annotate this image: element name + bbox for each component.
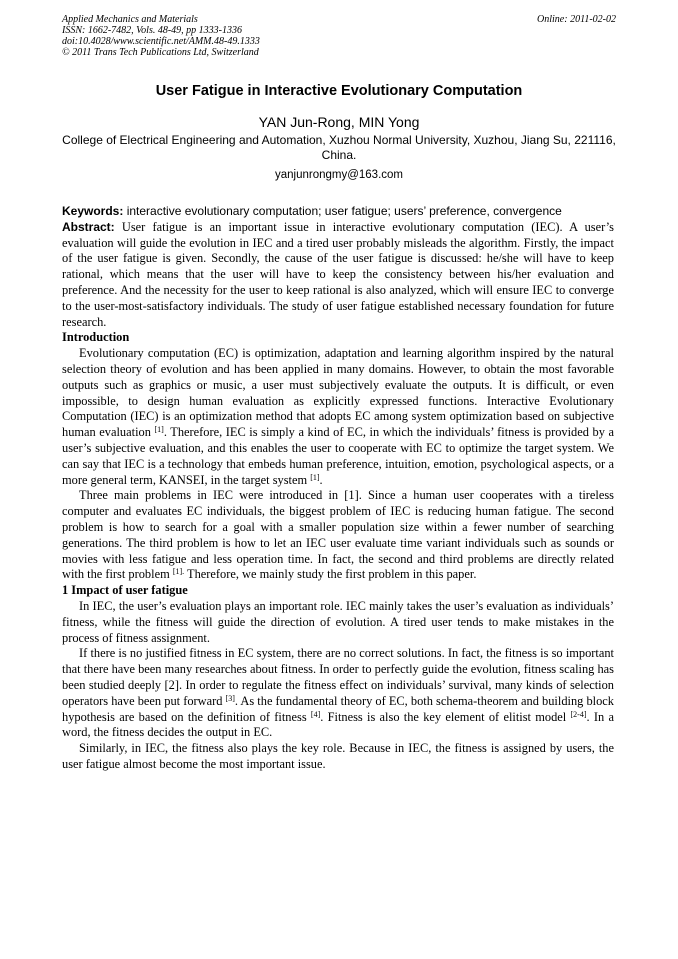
paper-body bbox=[62, 204, 614, 773]
keywords bbox=[62, 204, 614, 220]
paper-title: User Fatigue in Interactive Evolutionary Computation bbox=[155, 83, 523, 99]
section-1-paragraph-3: Similarly, in IEC, the fitness also plays the key role. Because in IEC, the fitness is assigned by users, the user fatigue almost become the most important issue. bbox=[62, 741, 614, 771]
citation: [3] bbox=[225, 693, 235, 703]
journal-name: Applied Mechanics and Materials bbox=[62, 14, 198, 25]
keywords-label: Keywords: bbox=[62, 204, 124, 218]
citation: [4] bbox=[310, 709, 321, 719]
abstract bbox=[62, 220, 614, 331]
issn-line: ISSN: 1662-7482, Vols. 48-49, pp 1333-1336 bbox=[62, 25, 242, 36]
copyright-line: © 2011 Trans Tech Publications Ltd, Switzerland bbox=[62, 47, 259, 58]
section-1-paragraph-1: In IEC, the user’s evaluation plays an important role. IEC mainly takes the user’s evaluation as individuals’ fitness, while the fitness will guide the direction of evolution. A tired user tends to make mistakes in the process of fitness assignment. bbox=[62, 598, 614, 645]
authors: YAN Jun-Rong, MIN Yong bbox=[258, 114, 420, 130]
section-1-paragraph-2: If there is no justified fitness in EC system, there are no correct solutions. In fact, the fitness is so important that there have been many researches about fitness. In order to perfectly guide the evolution, fitness scaling has been studied deeply [2]. In order to regulate the fitness effect on individuals’ survival, many kinds of selection operators have been put forward [3]. As the fundamental theory of EC, both schema-theorem and building block hypothesis are based on the definition of fitness [4]. Fitness is also the key element of elitist model [2-4]. In a word, the fitness decides the output in EC. bbox=[62, 646, 614, 740]
intro-paragraph-1: Evolutionary computation (EC) is optimization, adaptation and learning algorithm inspired by the natural selection theory of evolution and has been applied in many domains. However, to obtain the most favorable outputs such as graphics or music, a user must subjectively evaluate the outputs. It is difficult, or even impossible, to design human evaluation as explicitly expressed functions. Interactive Evolutionary Computation (IEC) is an optimization method that adopts EC among system optimization based on subjective human evaluation [1]. Therefore, IEC is simply a kind of EC, in which the individuals’ fitness is provided by a user’s subjective evaluation, and this enables the user to cooperate with EC to optimize the target system. We can say that IEC is a technology that embeds human preference, intuition, emotion, psychological aspects, or a more general term, KANSEI, in the target system [1]. bbox=[62, 346, 614, 487]
abstract-text: User fatigue is an important issue in interactive evolutionary computation (IEC). A user’s evaluation will guide the evolution in IEC and a tired user probably misleads the algorithm. Firstly, the impact of the user fatigue is given. Secondly, the cause of the user fatigue is discussed: he/she will have to keep rational, which means that the user will have to keep the consistency between his/her evaluation and preference. And the necessity for the user to keep rational is also analyzed, which will ensure IEC to converge to the user-most-satisfactory individuals. The study of user fatigue established necessary foundation for future research. bbox=[62, 219, 614, 329]
affiliation: College of Electrical Engineering and Automation, Xuzhou Normal University, Xuzhou, Jiang Su, 221116, China. bbox=[62, 133, 616, 162]
citation: [1] bbox=[154, 425, 164, 435]
introduction-heading: Introduction bbox=[62, 330, 130, 345]
section-1-heading: 1 Impact of user fatigue bbox=[62, 583, 188, 598]
citation: [2-4] bbox=[570, 709, 587, 719]
doi-line: doi:10.4028/www.scientific.net/AMM.48-49.1333 bbox=[62, 36, 260, 47]
citation: [1]. bbox=[172, 567, 185, 577]
journal-header bbox=[62, 14, 616, 58]
keywords-text: interactive evolutionary computation; user fatigue; users’ preference, convergence bbox=[126, 204, 562, 218]
abstract-label: Abstract: bbox=[62, 219, 115, 234]
intro-paragraph-2: Three main problems in IEC were introduced in [1]. Since a human user cooperates with a tireless computer and evaluates EC individuals, the biggest problem of IEC is reducing human fatigue. The second problem is how to search for a goal with a smaller population size within a fewer number of searching generations. The third problem is how to let an IEC user evaluate time variant individuals such as sounds or movies with less fatigue and less operation time. In fact, the second and third problems are directly related with the first problem $^{[1].}$ Therefore, we mainly study the first problem in this paper. bbox=[62, 488, 614, 582]
online-date: Online: 2011-02-02 bbox=[537, 14, 616, 25]
author-email: yanjunrongmy@163.com bbox=[274, 169, 404, 181]
citation: [1] bbox=[310, 472, 320, 482]
